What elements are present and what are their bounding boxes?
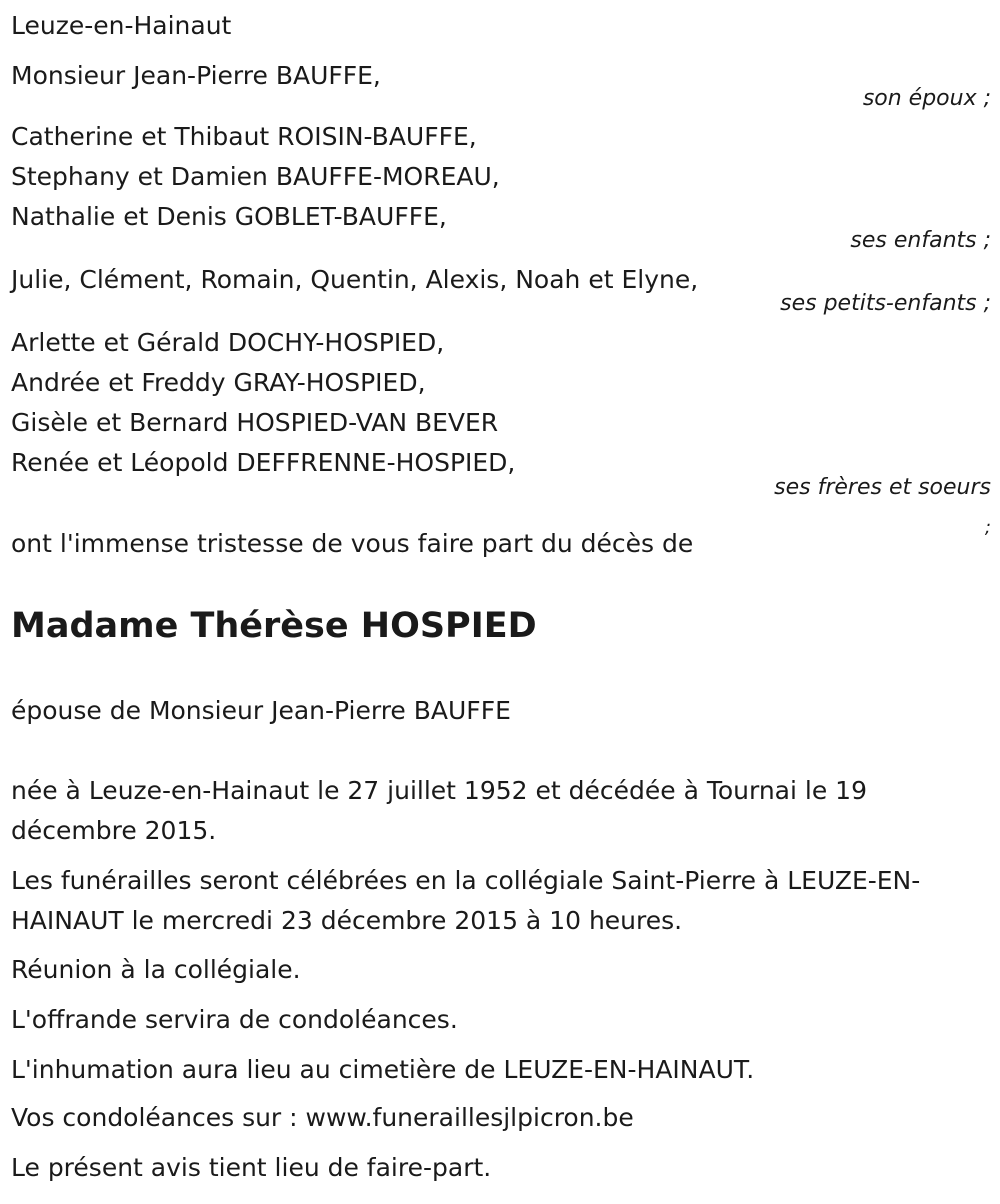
birth-death: née à Leuze-en-Hainaut le 27 juillet 1952 et décédée à Tournai le 19 décembre 2015. bbox=[11, 776, 867, 845]
child-2: Stephany et Damien BAUFFE-MOREAU, bbox=[11, 162, 500, 191]
offering-info: L'offrande servira de condoléances. bbox=[11, 1005, 458, 1034]
child-3: Nathalie et Denis GOBLET-BAUFFE, bbox=[11, 202, 447, 231]
notice-info: Le présent avis tient lieu de faire-part. bbox=[11, 1153, 492, 1182]
grandchildren-role: ses petits-enfants ; bbox=[780, 291, 991, 316]
siblings-role: ses frères et soeurs bbox=[774, 475, 991, 500]
meeting-info: Réunion à la collégiale. bbox=[11, 955, 301, 984]
child-1: Catherine et Thibaut ROISIN-BAUFFE, bbox=[11, 122, 477, 151]
spouse-name: Monsieur Jean-Pierre BAUFFE, bbox=[11, 61, 381, 90]
announcement: ont l'immense tristesse de vous faire part du décès de bbox=[11, 529, 694, 558]
spouse-role: son époux ; bbox=[862, 86, 991, 111]
sibling-1: Arlette et Gérald DOCHY-HOSPIED, bbox=[11, 328, 445, 357]
deceased-name: Madame Thérèse HOSPIED bbox=[11, 606, 537, 646]
funeral-details: Les funérailles seront célébrées en la collégiale Saint-Pierre à LEUZE-EN-HAINAUT le mercredi 23 décembre 2015 à 10 heures. bbox=[11, 866, 921, 935]
deceased-spouse: épouse de Monsieur Jean-Pierre BAUFFE bbox=[11, 696, 511, 725]
children-role: ses enfants ; bbox=[850, 228, 991, 253]
siblings-role-end: ; bbox=[984, 517, 991, 538]
location: Leuze-en-Hainaut bbox=[11, 11, 232, 40]
sibling-2: Andrée et Freddy GRAY-HOSPIED, bbox=[11, 368, 426, 397]
sibling-3: Gisèle et Bernard HOSPIED-VAN BEVER bbox=[11, 408, 499, 437]
condolences-info: Vos condoléances sur : www.funeraillesjlpicron.be bbox=[11, 1103, 634, 1132]
grandchildren-names: Julie, Clément, Romain, Quentin, Alexis, Noah et Elyne, bbox=[11, 265, 699, 294]
sibling-4: Renée et Léopold DEFFRENNE-HOSPIED, bbox=[11, 448, 516, 477]
burial-info: L'inhumation aura lieu au cimetière de LEUZE-EN-HAINAUT. bbox=[11, 1055, 755, 1084]
